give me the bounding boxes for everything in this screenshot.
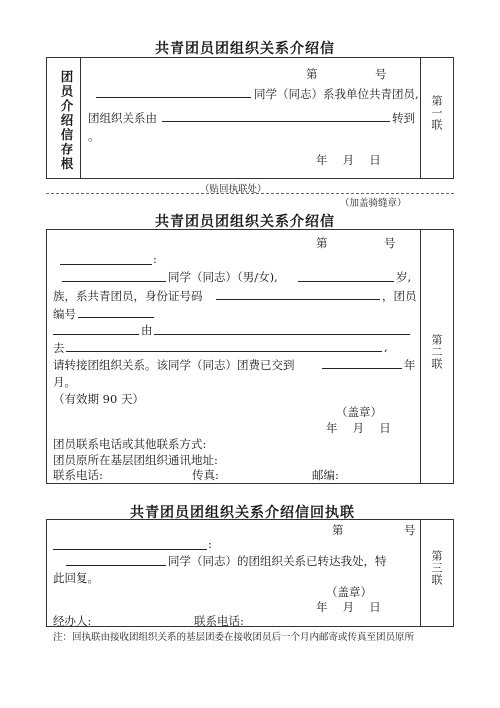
- stub-left-divider: [80, 57, 81, 179]
- letter-l7-a: 请转接团组织关系。该同学（同志）团费已交到: [53, 358, 295, 372]
- letter-fax-label: 传真:: [192, 468, 219, 482]
- letter-address-line: 团员原所在基层团组织通讯地址:: [53, 453, 218, 467]
- letter-from-name-field[interactable]: [53, 334, 139, 335]
- letter-date: 年 月 日: [326, 421, 391, 435]
- letter-number-suffix: 号: [384, 236, 396, 250]
- letter-stamp: （盖章）: [336, 405, 382, 419]
- letter-member-no-field[interactable]: [78, 317, 154, 318]
- receipt-date: 年 月 日: [316, 600, 381, 614]
- receipt-recipient-field[interactable]: [53, 549, 207, 550]
- receipt-frame: [46, 519, 454, 627]
- letter-l8: 月。: [53, 375, 76, 389]
- receipt-title: 共青团员团组织关系介绍信回执联: [130, 505, 355, 521]
- letter-lian-label: 第二联: [430, 334, 443, 370]
- stub-line2-suffix: 转到: [392, 111, 415, 125]
- receipt-l2-a: 同学（同志）的团组织关系已转达我处，特: [168, 554, 387, 568]
- letter-contact-line: 团员联系电话或其他联系方式:: [53, 437, 207, 451]
- stub-side-label: 团员介绍信存根: [59, 70, 74, 172]
- letter-l5: 由: [141, 323, 153, 337]
- stub-dash-rule: [46, 193, 454, 194]
- receipt-stamp: （盖章）: [326, 585, 372, 599]
- letter-fee-year-field[interactable]: [322, 368, 402, 369]
- letter-l7-b: 年: [404, 358, 416, 372]
- letter-right-divider: [420, 229, 421, 484]
- letter-to-org-field[interactable]: [66, 351, 382, 352]
- letter-age-field[interactable]: [298, 281, 394, 282]
- receipt-right-divider: [420, 519, 421, 627]
- letter-l3-a: 族，系共青团员，身份证号码: [53, 289, 203, 303]
- letter-recipient-field[interactable]: [60, 264, 152, 265]
- stub-right-divider: [420, 57, 421, 179]
- receipt-name-field[interactable]: [66, 565, 166, 566]
- letter-recipient-colon: :: [153, 252, 157, 266]
- receipt-l3: 此回复。: [53, 571, 99, 585]
- receipt-number-prefix: 第: [332, 523, 344, 537]
- stub-number-suffix: 号: [375, 67, 387, 81]
- letter-title: 共青团员团组织关系介绍信: [155, 214, 335, 230]
- receipt-recipient-colon: :: [208, 537, 212, 551]
- letter-id-field[interactable]: [216, 299, 380, 300]
- letter-l6-prefix: 去: [53, 341, 65, 355]
- letter-number-prefix: 第: [316, 236, 328, 250]
- letter-l3-b: ，团员: [382, 289, 417, 303]
- stub-paste-note: （贴回执联处）: [200, 184, 267, 195]
- letter-l6-suffix: ,: [384, 340, 388, 354]
- letter-from-org-field[interactable]: [154, 334, 410, 335]
- receipt-phone-label: 联系电话:: [194, 614, 244, 628]
- letter-validity: （有效期 90 天）: [53, 392, 144, 406]
- receipt-lian-label: 第三联: [430, 550, 443, 586]
- stub-number-prefix: 第: [306, 67, 318, 81]
- stub-line2-prefix: 团组织关系由: [88, 111, 157, 125]
- stub-line1-text: 同学（同志）系我单位共青团员,: [254, 87, 419, 101]
- letter-l2-b: 岁,: [396, 270, 412, 284]
- stub-title: 共青团员团组织关系介绍信: [155, 41, 335, 57]
- stub-date: 年 月 日: [316, 153, 381, 167]
- letter-name-field[interactable]: [62, 281, 166, 282]
- receipt-handler-label: 经办人:: [53, 614, 92, 628]
- stub-from-field[interactable]: [162, 121, 390, 122]
- letter-postcode-label: 邮编:: [312, 468, 339, 482]
- stub-name-field[interactable]: [96, 97, 251, 98]
- stub-line3-text: 。: [88, 129, 100, 143]
- stub-seal-note: （加盖骑缝章）: [340, 198, 407, 209]
- stub-lian-label: 第一联: [430, 95, 443, 131]
- letter-l2-a: 同学（同志）（男/女),: [168, 270, 278, 284]
- receipt-number-suffix: 号: [404, 523, 416, 537]
- footnote: 注：回执联由接收团组织关系的基层团委在接收团员后一个月内邮寄或传真至团员原所: [53, 632, 415, 643]
- letter-l4: 编号: [53, 307, 76, 321]
- letter-phone-label: 联系电话:: [53, 468, 103, 482]
